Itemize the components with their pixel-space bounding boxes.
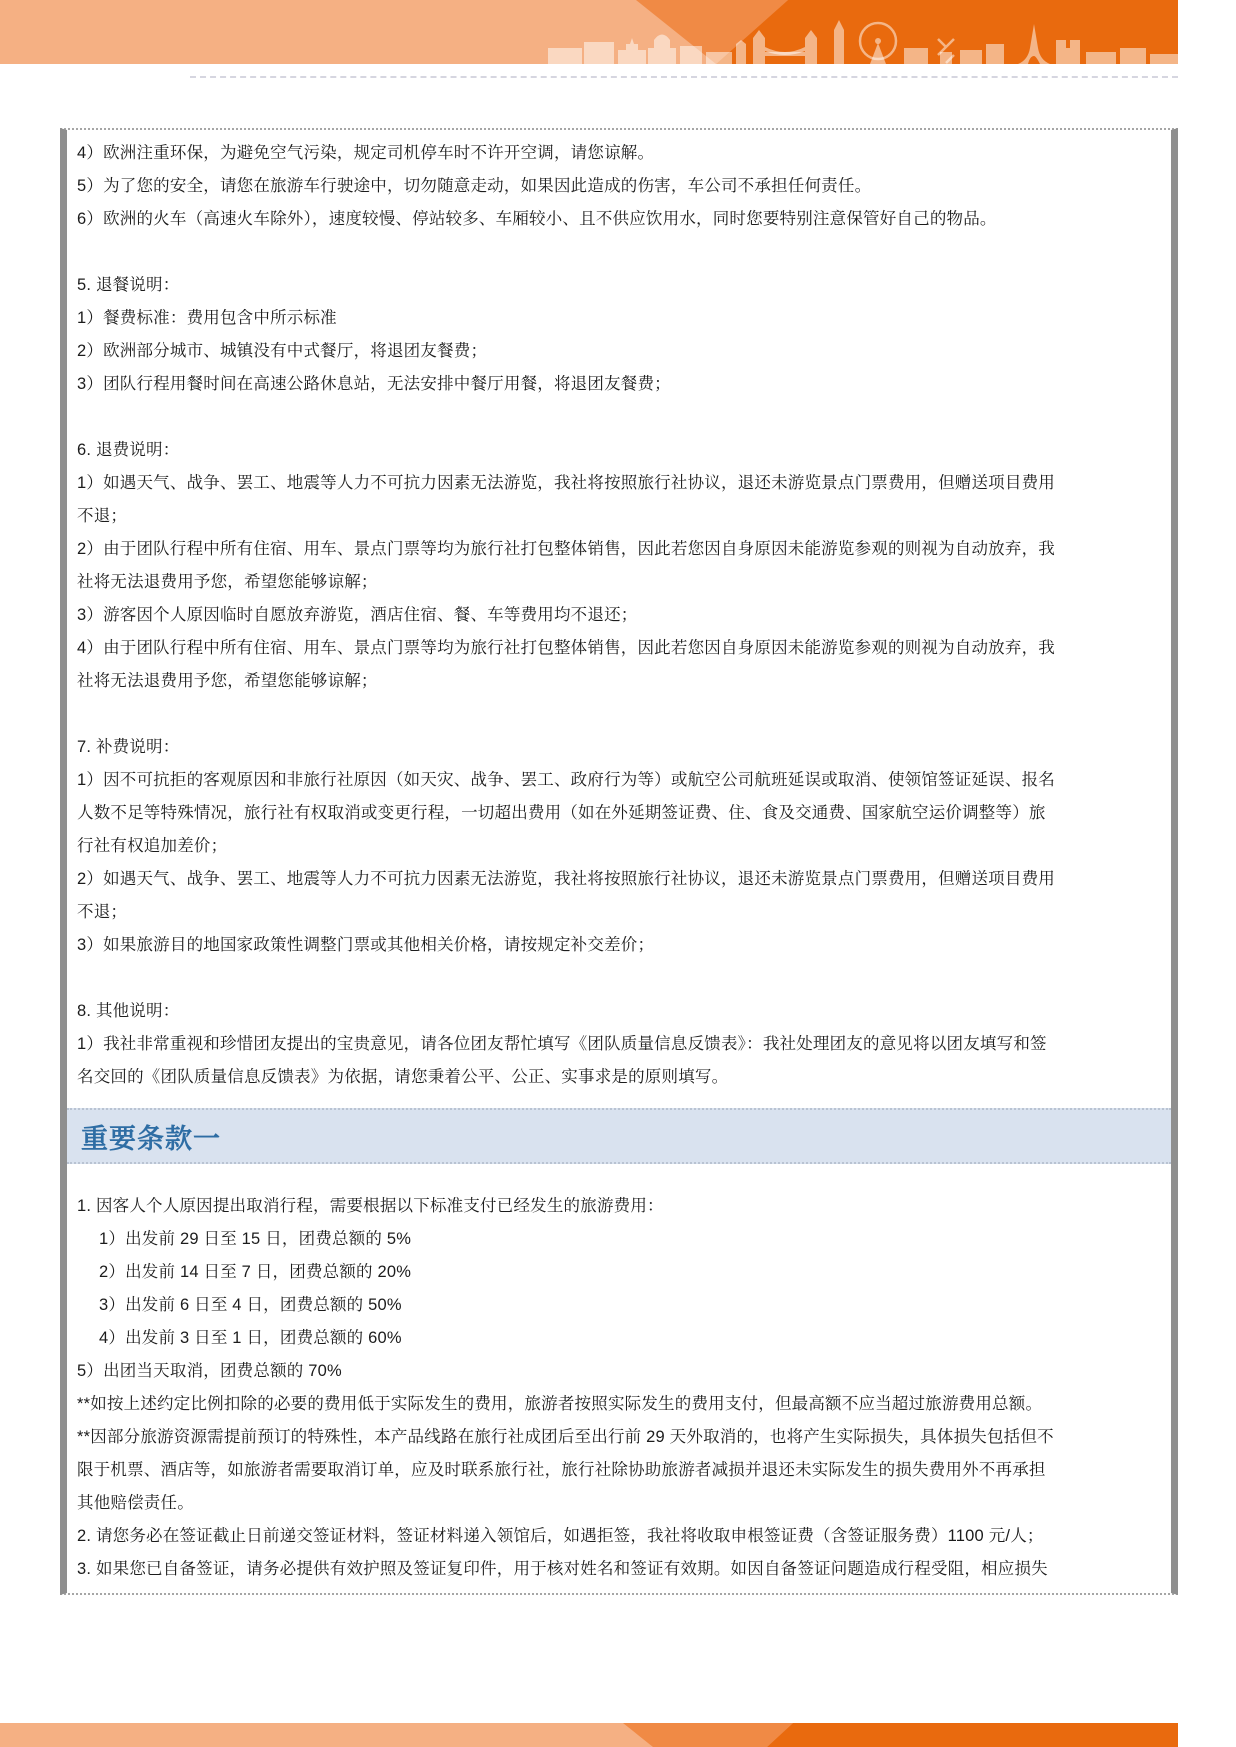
paragraph-line: 7. 补费说明：: [77, 738, 180, 756]
paragraph-line: 3）团队行程用餐时间在高速公路休息站，无法安排中餐厅用餐，将退团友餐费；: [77, 375, 671, 393]
paragraph-line: 3）游客因个人原因临时自愿放弃游览，酒店住宿、餐、车等费用均不退还；: [77, 606, 638, 624]
notes-section: [77, 137, 1059, 1094]
paragraph-line: 4）出发前 3 日至 1 日，团费总额的 60%: [99, 1329, 402, 1347]
paragraph-line: 3. 如果您已自备签证，请务必提供有效护照及签证复印件，用于核对姓名和签证有效期。如因自备签证问题造成行程受阻，相应损失: [77, 1560, 1048, 1578]
paragraph-line: 2）由于团队行程中所有住宿、用车、景点门票等均为旅行社打包整体销售，因此若您因自身原因未能游览参观的则视为自动放弃，我社将无法退费用予您，希望您能够谅解；: [77, 540, 1055, 591]
header-divider-dashed-line: [190, 76, 1178, 78]
footer-banner: [0, 1723, 1178, 1747]
paragraph-line: 5）为了您的安全，请您在旅游车行驶途中，切勿随意走动，如果因此造成的伤害，车公司不承担任何责任。: [77, 177, 872, 195]
paragraph-line: 1）餐费标准：费用包含中所示标准: [77, 309, 337, 327]
paragraph-line: **因部分旅游资源需提前预订的特殊性，本产品线路在旅行社成团后至出行前 29 天外取消的，也将产生实际损失，具体损失包括但不限于机票、酒店等，如旅游者需要取消订单，应及时联系旅行社，旅行社除协助旅游者减损并退还未实际发生的损失费用外不再承担其他赔偿责任。: [77, 1428, 1054, 1512]
paragraph-line: 6. 退费说明：: [77, 441, 180, 459]
paragraph-line: 3）如果旅游目的地国家政策性调整门票或其他相关价格，请按规定补交差价；: [77, 936, 655, 954]
paragraph-line: 1）出发前 29 日至 15 日，团费总额的 5%: [99, 1230, 412, 1248]
paragraph-line: 6）欧洲的火车（高速火车除外），速度较慢、停站较多、车厢较小、且不供应饮用水，同时您要特别注意保管好自己的物品。: [77, 210, 997, 228]
blank-line: [77, 962, 1059, 995]
paragraph-line: 8. 其他说明：: [77, 1002, 180, 1020]
blank-line: [77, 698, 1059, 731]
blank-line: [77, 236, 1059, 269]
paragraph-line: 1）我社非常重视和珍惜团友提出的宝贵意见，请各位团友帮忙填写《团队质量信息反馈表》：我社处理团友的意见将以团友填写和签名交回的《团队质量信息反馈表》为依据，请您秉着公平、公正、实事求是的原则填写。: [77, 1035, 1047, 1086]
paragraph-line: 1. 因客人个人原因提出取消行程，需要根据以下标准支付已经发生的旅游费用：: [77, 1197, 664, 1215]
city-skyline-silhouette-icon: [548, 18, 1178, 64]
paragraph-line: 4）欧洲注重环保，为避免空气污染，规定司机停车时不许开空调，请您谅解。: [77, 144, 655, 162]
paragraph-line: 2）如遇天气、战争、罢工、地震等人力不可抗力因素无法游览，我社将按照旅行社协议，退还未游览景点门票费用，但赠送项目费用不退；: [77, 870, 1055, 921]
paragraph-line: 2）出发前 14 日至 7 日，团费总额的 20%: [99, 1263, 412, 1281]
paragraph-line: 1）因不可抗拒的客观原因和非旅行社原因（如天灾、战争、罢工、政府行为等）或航空公司航班延误或取消、使领馆签证延误、报名人数不足等特殊情况，旅行社有权取消或变更行程，一切超出费用（如在外延期签证费、住、食及交通费、国家航空运价调整等）旅行社有权追加差价；: [77, 771, 1055, 855]
paragraph-line: 5. 退餐说明：: [77, 276, 180, 294]
footer-triangle-dark: [0, 1723, 1178, 1747]
paragraph-line: 5）出团当天取消，团费总额的 70%: [77, 1362, 342, 1380]
paragraph-line: **如按上述约定比例扣除的必要的费用低于实际发生的费用，旅游者按照实际发生的费用支付，但最高额不应当超过旅游费用总额。: [77, 1395, 1043, 1413]
paragraph-line: 2）欧洲部分城市、城镇没有中式餐厅，将退团友餐费；: [77, 342, 488, 360]
section-title: 重要条款一: [81, 1123, 221, 1154]
important-terms-section: [77, 1164, 1059, 1586]
paragraph-line: 3）出发前 6 日至 4 日，团费总额的 50%: [99, 1296, 402, 1314]
paragraph-line: 1）如遇天气、战争、罢工、地震等人力不可抗力因素无法游览，我社将按照旅行社协议，退还未游览景点门票费用，但赠送项目费用不退；: [77, 474, 1055, 525]
important-terms-banner: [67, 1108, 1171, 1164]
header-banner: [0, 0, 1178, 64]
blank-line: [77, 401, 1059, 434]
paragraph-line: 2. 请您务必在签证截止日前递交签证材料，签证材料递入领馆后，如遇拒签，我社将收取申根签证费（含签证服务费）1100 元/人；: [77, 1527, 1044, 1545]
paragraph-line: 4）由于团队行程中所有住宿、用车、景点门票等均为旅行社打包整体销售，因此若您因自身原因未能游览参观的则视为自动放弃，我社将无法退费用予您，希望您能够谅解；: [77, 639, 1055, 690]
terms-document-box: [60, 128, 1178, 1595]
